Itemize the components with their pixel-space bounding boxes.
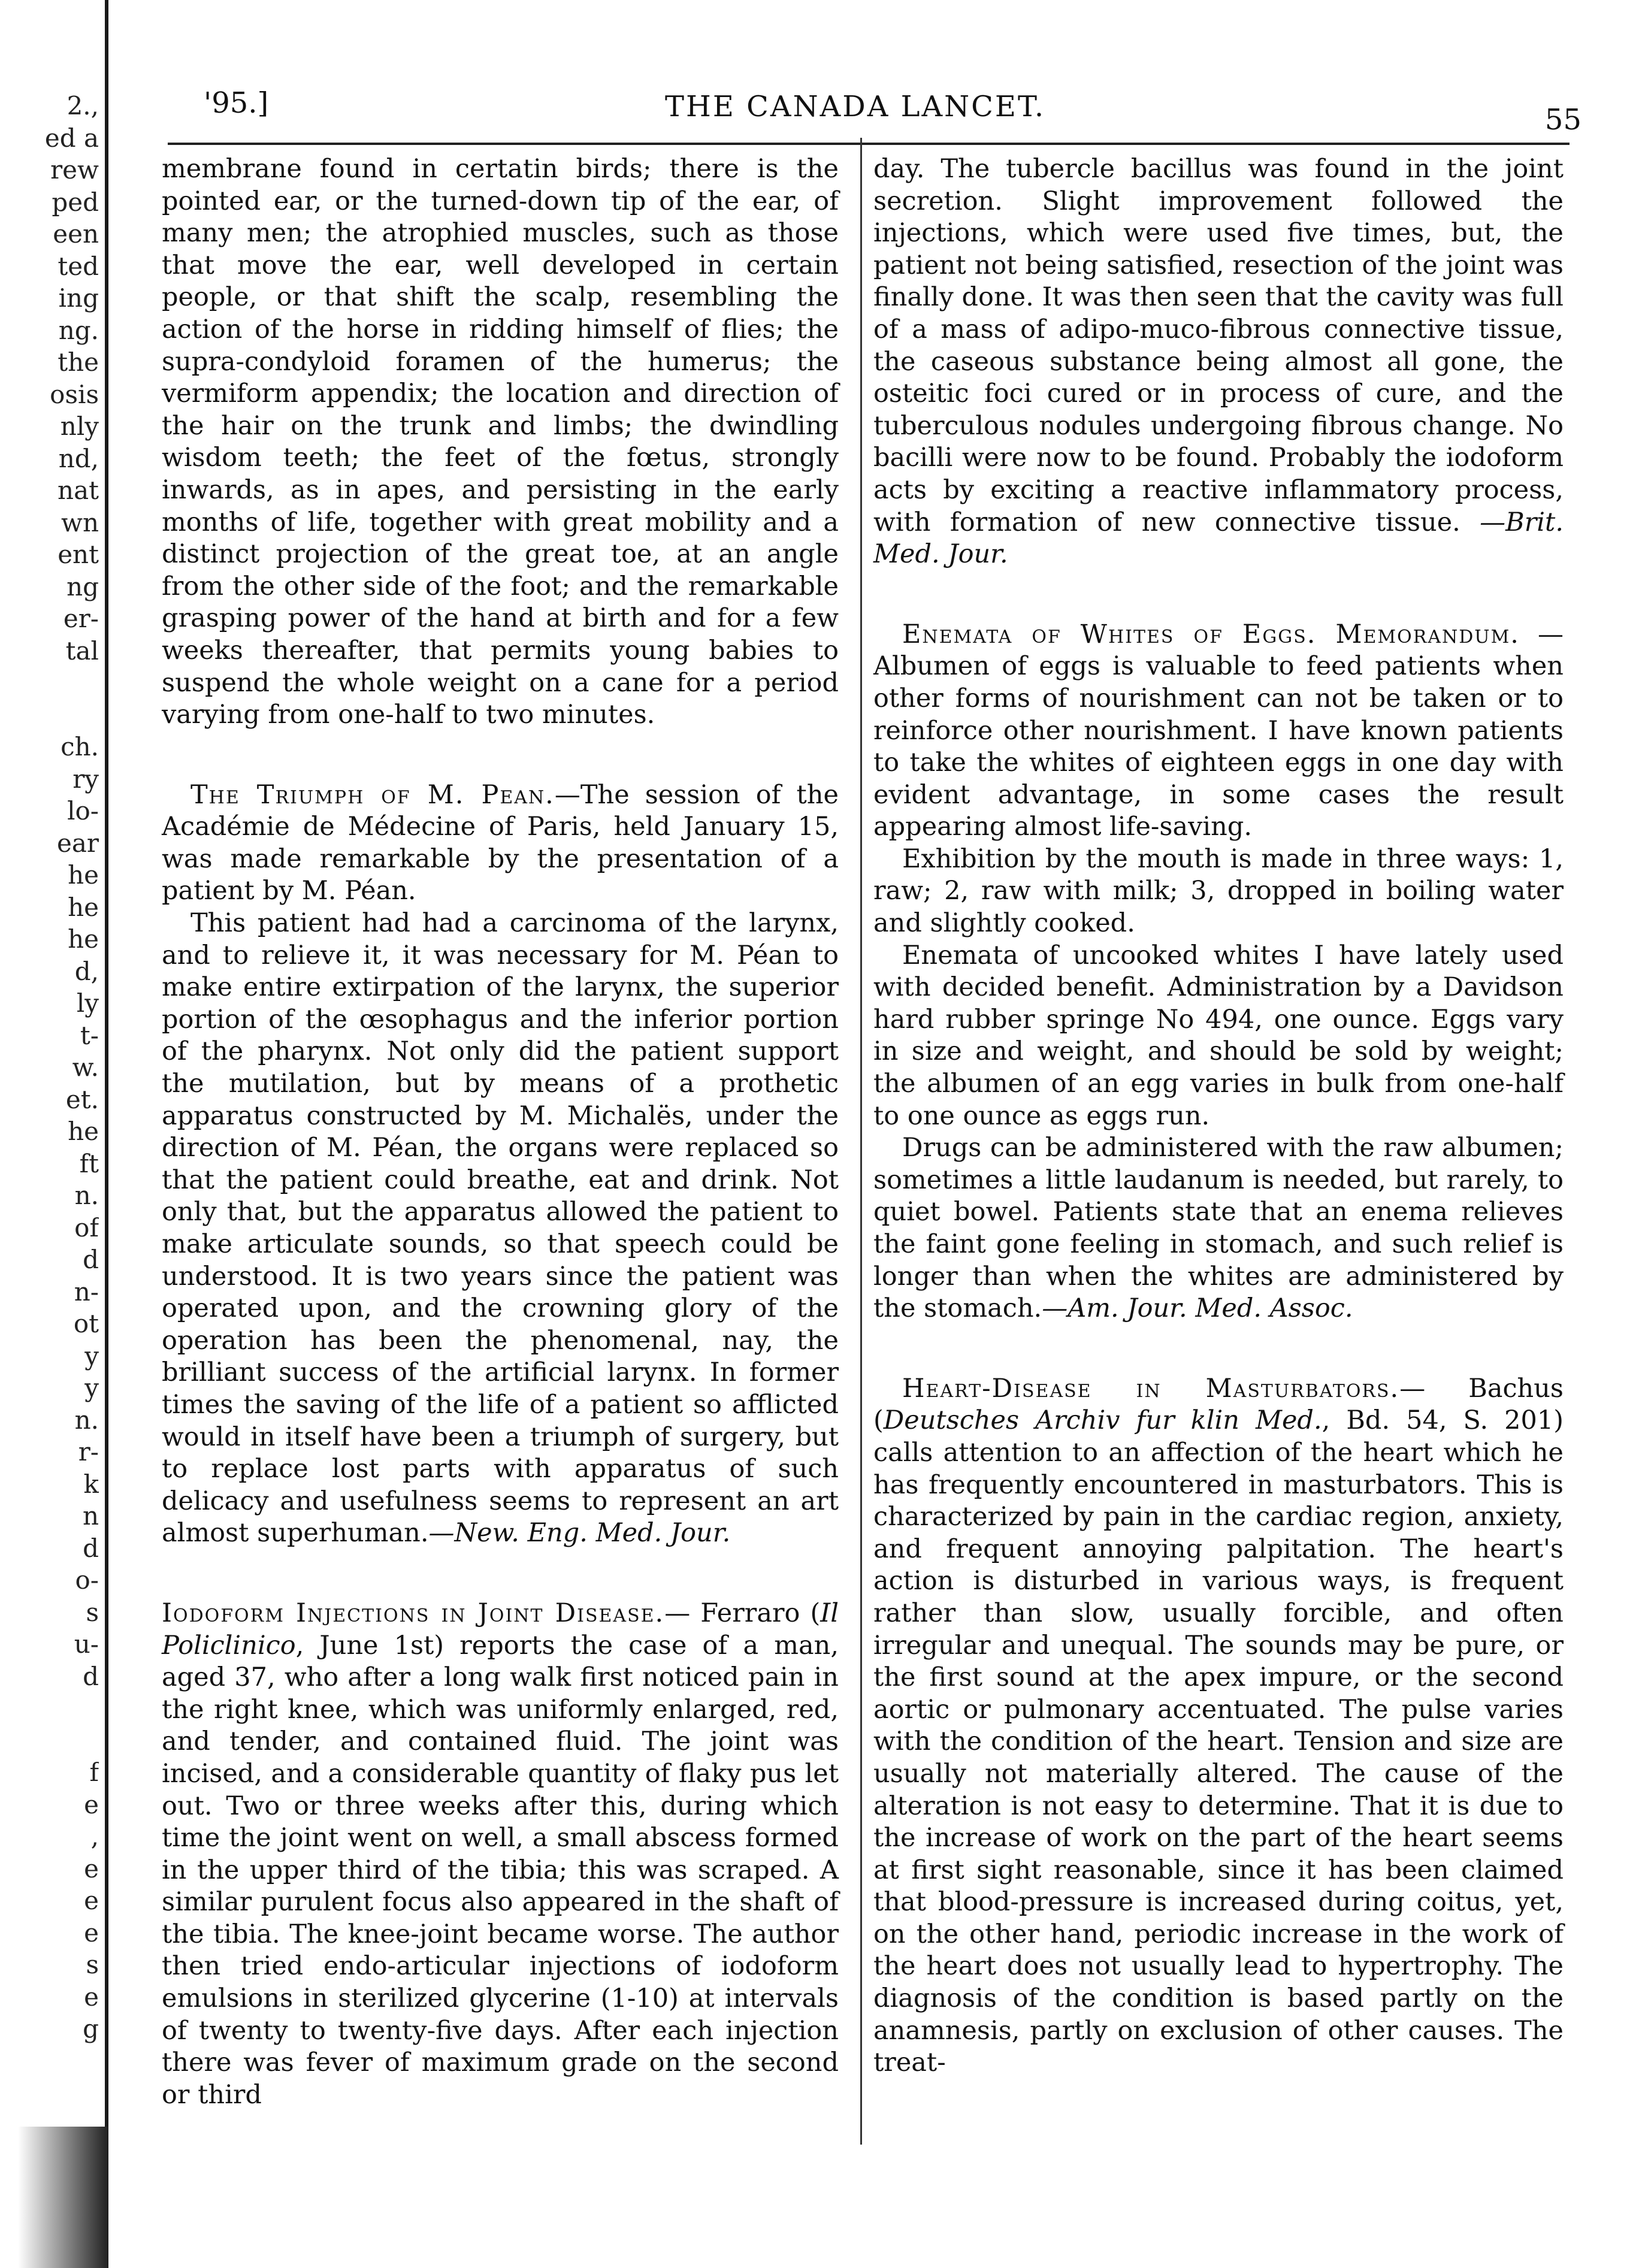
paragraph-text: This patient had had a carcinoma of the larynx, and to relieve it, it was necessary for M. Péan to make entire extirpation of the larynx, the superior portion of the œsophagus and the inferior portion of the pharynx. Not only did the patient support the mutilation, but by means of a prothetic apparatus constructed by M. Michalës, under the direction of M. Péan, the organs were replaced so that the patient could breathe, eat and drink. Not only that, but the apparatus allowed the patient to make articulate sounds, so that speech could be understood. It is two years since the patient was operated upon, and the crowning glory of the operation has been the phenomenal, nay, the brilliant success of the artificial larynx. In former times the saving of the life of a patient so afflicted would in itself have been a triumph of surgery, but to replace lost parts with apparatus of such delicacy and usefulness seems to represent an art almost superhuman. [162, 908, 839, 1549]
previous-page-fragment: , [90, 1822, 99, 1851]
previous-page-fragment: f [89, 1758, 99, 1787]
previous-page-fragment: e [84, 1789, 99, 1819]
spine-shadow [18, 2127, 108, 2268]
article-triumph-pean [162, 779, 839, 908]
previous-page-fragment: ly [76, 988, 99, 1018]
previous-page-fragment: wn [61, 507, 99, 537]
previous-page-fragment: he [68, 892, 99, 922]
previous-page-fragment: d, [74, 956, 99, 986]
previous-page-fragment: ft [79, 1148, 99, 1178]
article-paragraph [162, 908, 839, 1550]
previous-page-fragment: e [84, 1886, 99, 1915]
article-heading: Iodoform Injections in Joint Disease. [162, 1598, 665, 1628]
previous-page-fragment [0, 1692, 99, 1725]
journal-name: Deutsches Archiv fur klin Med. [883, 1405, 1322, 1436]
article-body: — Bachus ( [873, 1373, 1564, 1436]
previous-page-fragment: he [68, 860, 99, 890]
article-heading: Heart-Disease in Masturbators. [902, 1373, 1400, 1404]
previous-page-fragment: u- [74, 1629, 99, 1659]
previous-page-fragment: et. [65, 1084, 99, 1114]
previous-page-fragment: the [58, 347, 99, 377]
continuation-paragraph [873, 153, 1564, 571]
article-heart-disease [873, 1373, 1564, 2079]
previous-page-fragment: ent [58, 540, 99, 569]
page-number: 55 [1544, 103, 1581, 137]
previous-page-fragment: n [82, 1501, 99, 1531]
journal-name: Il Policlinico [162, 1598, 839, 1661]
previous-page-fragment: d [83, 1533, 99, 1563]
previous-page-fragment: rew [50, 155, 99, 185]
previous-page-fragment: he [68, 1117, 99, 1146]
previous-page-fragment: n. [74, 1181, 99, 1210]
previous-page-fragment: ed a [44, 123, 99, 153]
previous-page-fragment: e [84, 1918, 99, 1948]
previous-page-fragment: tal [65, 636, 99, 666]
article-body: — Ferraro ( [664, 1598, 821, 1628]
previous-page-fragment: w. [72, 1053, 99, 1082]
article-paragraph: Enemata of uncooked whites I have lately used with decided benefit. Administration by a Davidson hard rubber springe No 494, one ounce. Eggs vary in size and weight, and should be sold by weight; the albumen of an egg varies in bulk from one-half to one ounce as eggs run. [873, 940, 1564, 1131]
article-paragraph [873, 1132, 1564, 1325]
previous-page-fragment: er- [63, 604, 99, 633]
previous-page-fragment: e [84, 1982, 99, 2012]
article-body: , June 1st) reports the case of a man, aged 37, who after a long walk first noticed pain in the right knee, which was uniformly enlarged, red, and tender, and contained fluid. The joint was incised, and a considerable quantity of flaky pus let out. Two or three weeks after this, during which time the joint went on well, a small abscess formed in the upper third of the tibia; this was scraped. A similar purulent focus also appeared in the shaft of the tibia. The knee-joint became worse. The author then tried endo-articular injections of iodoform emulsions in sterilized glycerine (1-10) at intervals of twenty to twenty-five days. After each injection there was fever of maximum grade on the second or third [162, 1630, 839, 2110]
previous-page-fragment: een [53, 219, 99, 249]
column-divider [860, 138, 862, 2145]
previous-page-fragment: ped [52, 187, 99, 217]
previous-page-fragment: o- [75, 1565, 99, 1595]
article-source: —Am. Jour. Med. Assoc. [1042, 1293, 1353, 1324]
previous-page-fragment: ng [66, 571, 99, 601]
previous-page-fragment [0, 667, 99, 699]
previous-page-fragment: ted [58, 251, 99, 281]
paragraph-text: Drugs can be administered with the raw albumen; sometimes a little laudanum is needed, but rarely, to quiet bowel. Patients state that an enema relieves the faint gone feeling in stomach, and such relief is longer than when the whites are administered by the stomach. [873, 1133, 1564, 1324]
previous-page-fragment: ch. [61, 732, 99, 761]
running-header [198, 84, 1581, 137]
previous-page-fragment: nly [60, 412, 99, 441]
previous-page-fragment: ear [57, 828, 99, 858]
binding-gutter-line [105, 0, 108, 2268]
previous-page-fragment: g [83, 2014, 99, 2043]
previous-page-fragments [0, 90, 99, 2045]
previous-page-fragment [0, 1725, 99, 1757]
previous-page-fragment: y [84, 1373, 99, 1402]
previous-page-fragment: n- [74, 1277, 99, 1307]
previous-page-fragment: of [74, 1212, 99, 1242]
article-iodoform [162, 1598, 839, 2112]
previous-page-fragment: t- [80, 1020, 99, 1050]
journal-title: THE CANADA LANCET. [665, 90, 1046, 123]
article-heading: The Triumph of M. Pean. [190, 779, 555, 810]
previous-page-fragment: lo- [67, 796, 99, 825]
left-column [162, 153, 839, 2111]
previous-page-fragment: ry [72, 764, 99, 794]
header-rule [168, 143, 1570, 145]
article-body: —The session of the Académie de Médecine of Paris, held January 15, was made remarkable by the presentation of a patient by M. Péan. [162, 779, 839, 906]
previous-page-fragment: osis [50, 379, 99, 409]
previous-page-fragment: k [83, 1469, 99, 1499]
previous-page-fragment [0, 699, 99, 731]
article-source: —New. Eng. Med. Jour. [428, 1518, 731, 1549]
right-column [873, 153, 1564, 2079]
article-enemata [873, 619, 1564, 843]
article-paragraph: Exhibition by the mouth is made in three ways: 1, raw; 2, raw with milk; 3, dropped in boiling water and slightly cooked. [873, 843, 1564, 939]
previous-page-fragment: ot [73, 1309, 99, 1338]
article-body: —Albumen of eggs is valuable to feed patients when other forms of nourishment can not be taken or to reinforce other nourishment. I have known patients to take the whites of eighteen eggs in one day with evident advantage, in some cases the result appearing almost life-saving. [873, 619, 1564, 842]
previous-page-fragment: s [86, 1950, 99, 1979]
previous-page-fragment: 2., [66, 91, 99, 120]
previous-page-fragment: nat [58, 476, 99, 505]
previous-page-fragment: y [84, 1341, 99, 1371]
previous-page-fragment: he [68, 924, 99, 954]
previous-page-fragment: d [83, 1245, 99, 1274]
previous-page-fragment: ing [58, 283, 99, 313]
previous-page-fragment: e [84, 1853, 99, 1883]
previous-page-fragment: ng. [58, 315, 99, 345]
previous-page-fragment: r- [78, 1437, 99, 1466]
previous-page-fragment: nd, [58, 443, 99, 473]
article-source: —Brit. Med. Jour. [873, 507, 1564, 570]
paragraph-text: day. The tubercle bacillus was found in the joint secretion. Slight improvement followed the injections, which were used five times, but, the patient not being satisfied, resection of the joint was finally done. It was then seen that the cavity was full of a mass of adipo-muco-fibrous connective tissue, the caseous substance being almost all gone, the osteitic foci cured or in process of cure, and the tuberculous nodules undergoing fibrous change. No bacilli were now to be found. Probably the iodoform acts by exciting a reactive inflammatory process, with formation of new connective tissue. [873, 154, 1564, 537]
article-heading: Enemata of Whites of Eggs. Memorandum. [902, 619, 1520, 649]
header-year: '95.] [204, 86, 269, 120]
previous-page-fragment: n. [74, 1405, 99, 1435]
previous-page-fragment: s [86, 1597, 99, 1627]
article-body: , Bd. 54, S. 201) calls attention to an affection of the heart which he has frequently encountered in masturbators. This is characterized by pain in the cardiac region, anxiety, and frequent annoying palpitation. The heart's action is disturbed in various ways, is frequent rather than slow, usually forcible, and often irregular and unequal. The sounds may be pure, or the first sound at the apex impure, or the second aortic or pulmonary accentuated. The pulse varies with the condition of the heart. Tension and size are usually not materially altered. The cause of the alteration is not easy to determine. That it is due to the increase of work on the part of the heart seems at first sight reasonable, since it has been claimed that blood-pressure is increased during coitus, yet, on the other hand, periodic increase in the work of the heart does not usually lead to hypertrophy. The diagnosis of the condition is based partly on the anamnesis, partly on exclusion of other causes. The treat- [873, 1405, 1564, 2078]
previous-page-fragment: d [83, 1661, 99, 1691]
continuation-paragraph: membrane found in certatin birds; there is the pointed ear, or the turned-down tip of the ear, of many men; the atrophied muscles, such as those that move the ear, well developed in certain people, or that shift the scalp, resembling the action of the horse in ridding himself of flies; the supra-condyloid foramen of the humerus; the vermiform appendix; the location and direction of the hair on the trunk and limbs; the dwindling wisdom teeth; the feet of the fœtus, strongly inwards, as in apes, and persisting in the early months of life, together with great mobility and a distinct projection of the great toe, at an angle from the other side of the foot; and the remarkable grasping power of the hand at birth and for a few weeks thereafter, that permits young babies to suspend the whole weight on a cane for a period varying from one-half to two minutes. [162, 154, 839, 730]
